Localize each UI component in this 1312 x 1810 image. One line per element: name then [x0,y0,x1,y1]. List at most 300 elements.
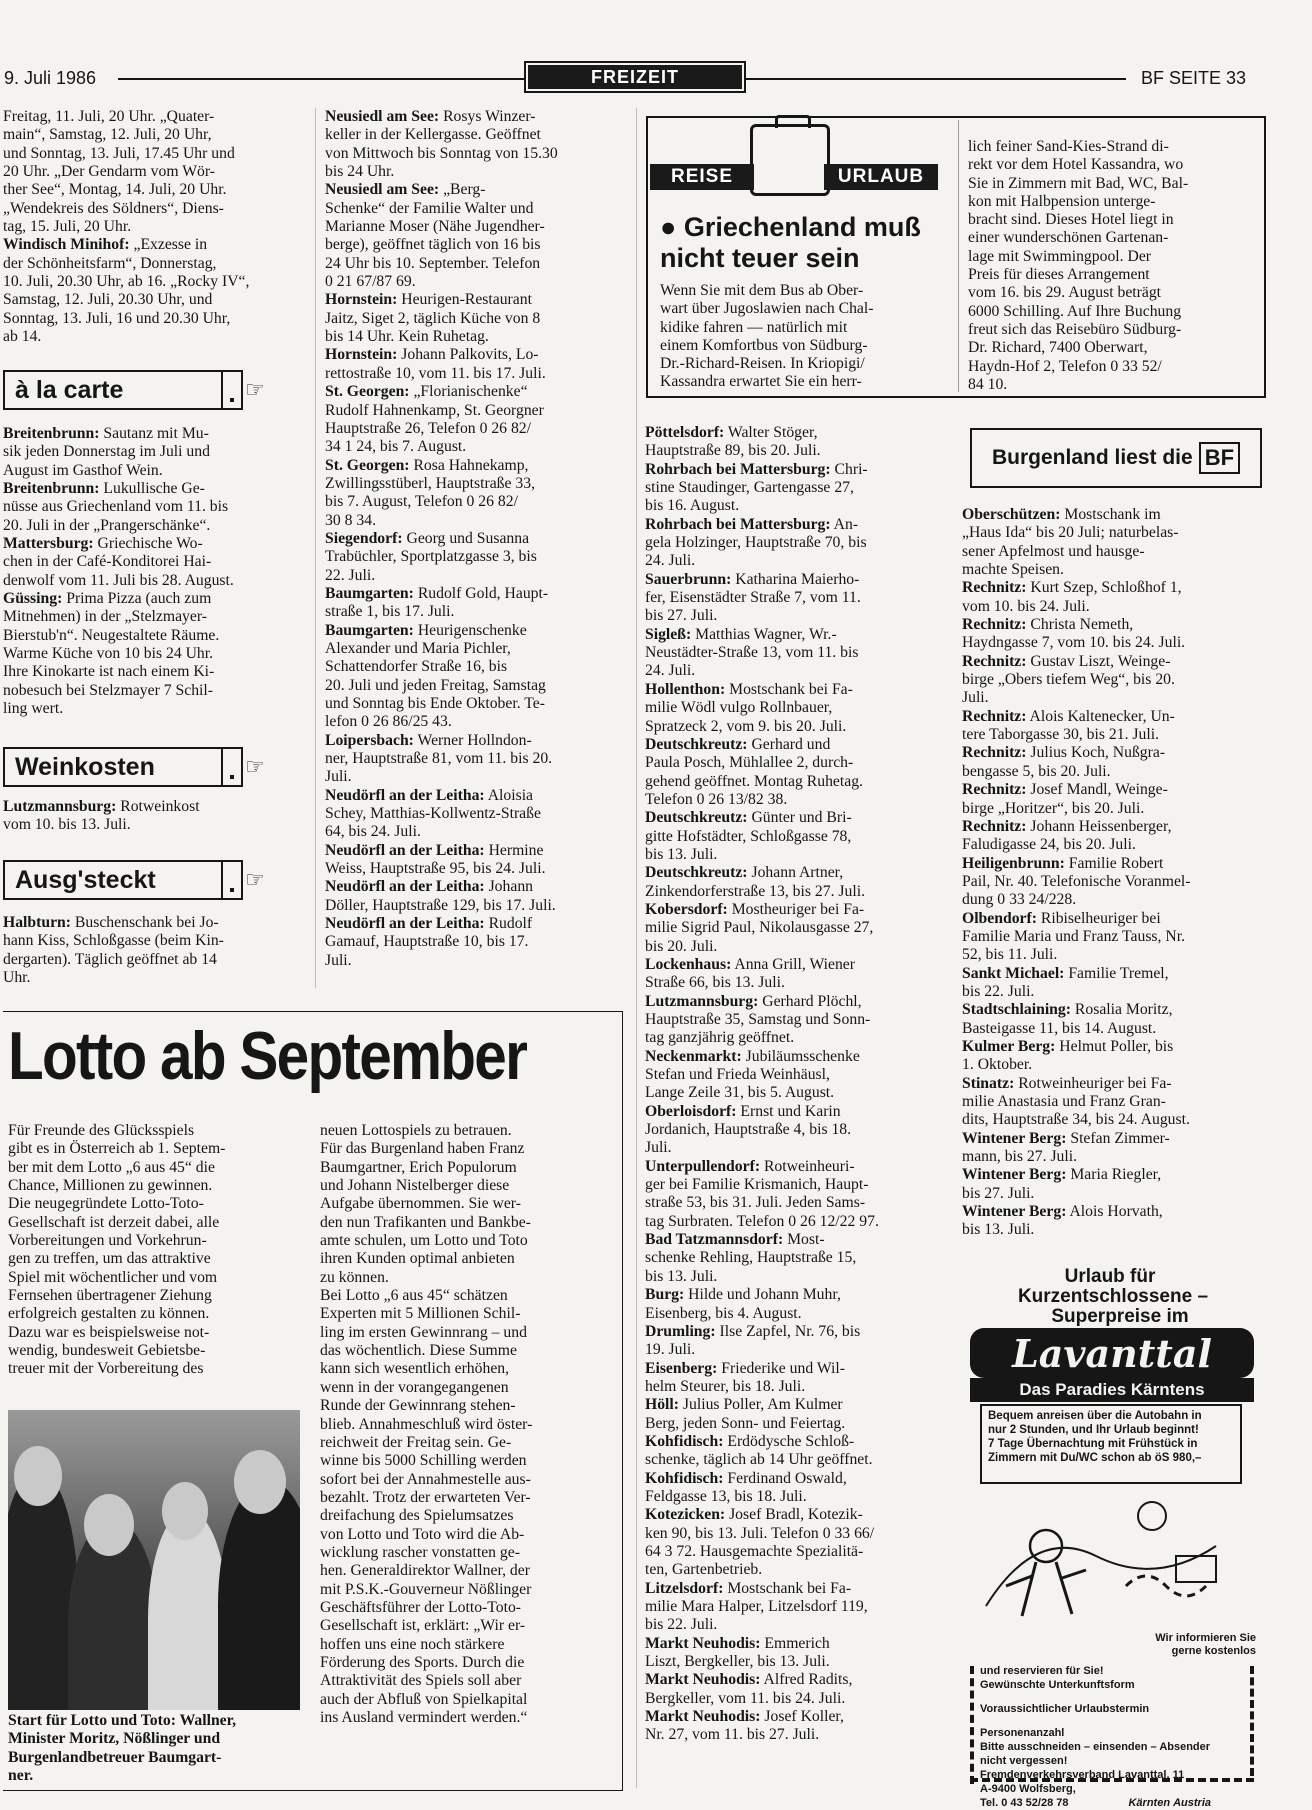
text-line: dits, Hauptstraße 34, bis 24. August. [962,1111,1190,1129]
text-line: Ihre Kinokarte ist nach einem Ki- [3,663,215,681]
text-line: Jaitz, Siget 2, täglich Küche von 8 [325,309,541,327]
text-line: Stadtschlaining: Rosalia Moritz, [962,1001,1173,1019]
text-line: Bierstub'n“. Neugestaltete Räume. [3,626,220,644]
col2-listing [325,108,623,970]
ausgsteckt-title: Ausg'steckt [3,860,221,900]
text-line: Rechnitz: Johann Heissenberger, [962,817,1172,835]
text-line: hann Kiss, Schloßgasse (beim Kin- [3,932,224,950]
text-line: Siegendorf: Georg und Susanna [325,529,530,547]
text-line: Güssing: Prima Pizza (auch zum [3,590,212,608]
text-line: 64 3 72. Hausgemachte Spezialitä- [645,1542,864,1560]
note-icon [221,860,243,900]
text-line: 24. Juli. [645,662,696,680]
text-line: gehend geöffnet. Montag Ruhetag. [645,772,863,790]
text-line: ten, Gartenbetrieb. [645,1561,763,1579]
text-line: 30 8 34. [325,511,376,529]
text-line: ins Ausland vermindert werden.“ [320,1709,528,1726]
text-line: lefon 0 26 86/25 43. [325,713,452,731]
text-line: 64, bis 24. Juli. [325,823,421,841]
text-line: mann, bis 27. Juli. [962,1148,1078,1166]
lotto-text-right [320,1122,620,1727]
text-line: straße 1, bis 17. Juli. [325,603,455,621]
note-icon [221,370,243,410]
ad-headline-3: Superpreise im [1051,1306,1189,1327]
ad-dashed-border-left [970,1666,974,1784]
text-line: Sigleß: Matthias Wagner, Wr.- [645,625,837,643]
text-line: Uhr. [3,969,31,987]
text-line: Baumgarten: Heurigenschenke [325,621,527,639]
text-line: von Lotto und Toto wird die Ab- [320,1525,525,1543]
text-line: bis 27. Juli. [962,1184,1035,1202]
text-line: Faludigasse 24, bis 20. Juli. [962,836,1136,854]
text-line: Juli. [325,768,352,786]
text-line: 20. Juli in der „Prangerschänke“. [3,516,211,534]
text-line: ab 14. [3,328,42,346]
text-line: Juli. [325,951,352,969]
text-line: Sonntag, 13. Juli, 16 und 20.30 Uhr, [3,309,231,327]
text-line: rekt vor dem Hotel Kassandra, wo [968,156,1184,174]
text-line: Trabüchler, Sportplatzgasse 3, bis [325,548,537,566]
text-line: Bad Tatzmannsdorf: Most- [645,1231,825,1249]
text-line: berge), geöffnet täglich von 16 bis [325,236,541,254]
text-line: Kulmer Berg: Helmut Poller, bis [962,1037,1174,1055]
text-line: der Schönheitsfarm“, Donnerstag, [3,254,217,272]
text-line: 20 Uhr. „Der Gendarm vom Wör- [3,163,215,181]
text-line: Haydn-Hof 2, Telefon 0 33 52/ [968,357,1162,375]
text-line: vom 10. bis 24. Juli. [962,597,1090,615]
text-line: milie Mara Halper, Litzelsdorf 119, [645,1598,868,1615]
text-line: milie Wödl vulgo Rollnbauer, [645,699,833,717]
text-line: Telefon 0 26 13/82 38. [645,790,788,808]
text-line: gitte Hofstädter, Schloßgasse 78, [645,827,852,845]
text-line: Rohrbach bei Mattersburg: Chri- [645,460,868,478]
text-line: Spiel mit wöchentlicher und vom [8,1268,218,1286]
urlaub-label: URLAUB [837,166,925,187]
text-line: 10. Juli, 20.30 Uhr, ab 16. „Rocky IV“, [3,273,250,291]
text-line: Gesellschaft ist, erklärt: „Wir er- [320,1617,526,1635]
text-line: Gesellschaft ist derzeit dabei, alle [8,1213,220,1231]
ad-footer-brand: Kärnten [1128,1797,1171,1809]
text-line: Juli. [962,689,989,707]
ad-form-line: nicht vergessen! [980,1755,1068,1767]
text-line: August im Gasthof Wein. [3,461,163,479]
text-line: wendig, bundesweit Gebietsbe- [8,1342,206,1360]
text-line: bis 13. Juli. [645,1267,718,1285]
text-line: Hollenthon: Mostschank bei Fa- [645,680,853,698]
column-rule [636,108,637,1788]
section-label: FREIZEIT [591,66,679,87]
text-line: birge „Obers tiefem Weg“, bis 20. [962,671,1175,689]
text-line: denwolf vom 11. Juli bis 28. August. [3,571,234,589]
ad-mascot-illustration [976,1486,1252,1636]
text-line: bis 16. August. [645,497,740,515]
text-line: Dr. Richard, 7400 Oberwart, [968,339,1148,357]
text-line: ling im ersten Gewinnrang – und [320,1323,527,1341]
text-line: amte schulen, um Lotto und Toto [320,1232,528,1250]
text-line: machte Speisen. [962,561,1064,579]
text-line: bis 27. Juli. [645,607,718,625]
text-line: Straße 66, bis 13. Juli. [645,974,785,992]
text-line: winne bis 5000 Schilling werden [320,1452,527,1470]
text-line: Lockenhaus: Anna Grill, Wiener [645,955,855,973]
text-line: Zinkendorferstraße 13, bis 27. Juli. [645,882,866,900]
text-line: tere Taborgasse 30, bis 21. Juli. [962,726,1160,744]
ad-form [970,1664,1254,1810]
text-line: 84 10. [968,375,1008,393]
text-line: Wintener Berg: Alois Horvath, [962,1203,1163,1221]
text-line: Vorbereitungen und Vorkehrun- [8,1232,207,1250]
text-line: Kohfidisch: Ferdinand Oswald, [645,1469,847,1487]
text-line: bis 7. August, Telefon 0 26 82/ [325,493,518,511]
text-line: Oberschützen: Mostschank im [962,506,1161,523]
text-line: schenke Rehling, Hauptstraße 15, [645,1249,857,1267]
text-line: 20. Juli und jeden Freitag, Samstag [325,676,546,694]
text-line: Rohrbach bei Mattersburg: An- [645,515,859,533]
lavanttal-ad [970,1266,1256,1809]
ad-address: A-9400 Wolfsberg, [980,1783,1076,1795]
ad-brand-logo: Lavanttal [970,1328,1254,1378]
text-line: stine Staudinger, Gartengasse 27, [645,479,854,497]
text-line: Wenn Sie mit dem Bus ab Ober- [660,282,864,299]
text-line: Drumling: Ilse Zapfel, Nr. 76, bis [645,1322,861,1340]
bf-banner-text: Burgenland liest die [991,446,1193,469]
ad-offer-box: Bequem anreisen über die Autobahn in nur 2 Stunden, und Ihr Urlaub beginnt! 7 Tage Übernachtung mit Frühstück in Zimmern mit Du/WC schon ab öS 980,– [980,1404,1242,1484]
text-line: und Johann Nistelberger diese [320,1177,510,1195]
reise-label: REISE [670,166,734,187]
text-line: bis 13. Juli. [645,845,718,863]
text-line: Rechnitz: Christa Nemeth, [962,616,1134,634]
text-line: 19. Juli. [645,1341,696,1359]
text-line: dergarten). Täglich geöffnet ab 14 [3,950,217,968]
text-line: 0 21 67/87 69. [325,273,416,291]
text-line: Rudolf Hahnenkamp, St. Georgner [325,401,544,419]
section-alacarte [3,370,308,410]
text-line: „Haus Ida“ bis 20 Juli; naturbelas- [962,524,1179,542]
text-line: Eisenberg: Friederike und Wil- [645,1359,845,1377]
text-line: sener Apfelmost und hausge- [962,542,1145,560]
text-line: Sankt Michael: Familie Tremel, [962,964,1169,982]
text-line: Loipersbach: Werner Hollndon- [325,731,532,749]
text-line: Deutschkreutz: Gerhard und [645,735,831,753]
text-line: Haydngasse 7, vom 10. bis 24. Juli. [962,634,1186,652]
text-line: gela Holzinger, Hauptstraße 70, bis [645,534,867,552]
text-line: Rechnitz: Kurt Szep, Schloßhof 1, [962,579,1182,597]
text-line: milie Anastasia und Franz Gran- [962,1093,1166,1110]
text-line: straße 53, bis 31. Juli. Jeden Sams- [645,1194,866,1212]
text-line: hen. Generaldirektor Wallner, der [320,1562,530,1580]
text-line: Eisenberg, bis 4. August. [645,1304,802,1322]
text-line: Mattersburg: Griechische Wo- [3,535,203,553]
text-line: tag, 15. Juli, 20 Uhr. [3,218,132,236]
text-line: „Wendekreis des Söldners“, Diens- [3,199,224,217]
col4-listing [962,506,1264,1240]
text-line: Unterpullendorf: Rotweinheuri- [645,1157,855,1175]
text-line: Pail, Nr. 40. Telefonische Voranmel- [962,872,1191,890]
text-line: Wintener Berg: Stefan Zimmer- [962,1129,1170,1147]
text-line: Rechnitz: Gustav Liszt, Weinge- [962,652,1171,670]
text-line: Neudörfl an der Leitha: Rudolf [325,915,533,933]
text-line: Experten mit 5 Millionen Schil- [320,1305,521,1323]
text-line: bis 13. Juli. [962,1221,1035,1239]
text-line: blieb. Annahmeschluß wird öster- [320,1415,533,1433]
text-line: wicklung rascher vonstatten ge- [320,1543,520,1561]
header-page: BF SEITE 33 [1141,68,1247,88]
text-line: Lange Zeile 31, bis 5. August. [645,1084,835,1102]
text-line: lich feiner Sand-Kies-Strand di- [968,138,1169,155]
text-line: Neudörfl an der Leitha: Hermine [325,841,544,859]
page-header [0,58,1312,98]
text-line: Rechnitz: Alois Kaltenecker, Un- [962,707,1175,725]
section-label-box [524,61,746,93]
reise-text-right [968,138,1256,394]
text-line: Preis für dieses Arrangement [968,266,1150,284]
text-line: Runde der Gewinnrang stehen- [320,1397,516,1415]
text-line: hoffen uns eine noch stärkere [320,1635,505,1653]
text-line: Markt Neuhodis: Josef Koller, [645,1708,844,1726]
text-line: keller in der Kellergasse. Geöffnet [325,126,541,144]
text-line: kann sich wesentlich erhöhen, [320,1360,510,1378]
section-ausgsteckt [3,860,308,900]
text-line: auch der Abfluß von Spielkapital [320,1690,528,1708]
suitcase-icon [750,124,830,196]
text-line: bis 14 Uhr. Kein Ruhetag. [325,328,489,346]
text-line: Kotezicken: Josef Bradl, Kotezik- [645,1506,863,1524]
col1-ausgsteckt [3,914,305,987]
text-line: Aufgabe übernommen. Sie wer- [320,1195,521,1213]
text-line: Lutzmannsburg: Gerhard Plöchl, [645,992,862,1010]
text-line: Für Freunde des Glücksspiels [8,1122,195,1139]
text-line: Warme Küche von 10 bis 24 Uhr. [3,645,214,663]
text-line: fer, Eisenstädter Straße 7, vom 11. [645,589,861,607]
bf-logo: BF [1199,442,1240,474]
text-line: vom 16. bis 29. August beträgt [968,284,1162,302]
text-line: Sie in Zimmern mit Bad, WC, Bal- [968,174,1189,192]
pointing-hand-icon: ☞ [245,754,265,780]
lotto-article-frame [3,1011,622,1012]
text-line: Kohfidisch: Erdödysche Schloß- [645,1432,855,1450]
text-line: Dr.-Richard-Reisen. In Kriopigi/ [660,355,865,373]
bf-banner [970,428,1262,488]
ad-footer-country: Austria [1173,1797,1212,1809]
text-line: Deutschkreutz: Günter und Bri- [645,809,852,827]
bullet-icon: ● [660,212,684,242]
lotto-frame-right [622,1011,623,1791]
text-line: Samstag, 12. Juli, 20.30 Uhr, und [3,291,213,309]
text-line: bis 22. Juli. [962,982,1035,1000]
text-line: nobesuch bei Stelzmayer 7 Schil- [3,681,213,699]
text-line: birge „Horitzer“, bis 20. Juli. [962,799,1145,817]
text-line: treuer mit der Vorbereitung des [8,1360,204,1378]
text-line: Start für Lotto und Toto: Wallner, [8,1712,237,1729]
text-line: Wintener Berg: Maria Riegler, [962,1166,1162,1184]
text-line: Litzelsdorf: Mostschank bei Fa- [645,1579,852,1597]
text-line: Schenke“ der Familie Walter und [325,199,534,217]
text-line: kidike fahren — natürlich mit [660,318,848,336]
text-line: Jordanich, Hauptstraße 4, bis 18. [645,1121,852,1139]
text-line: ner, Hauptstraße 81, vom 11. bis 20. [325,750,553,768]
col1-top [3,108,305,346]
text-line: Höll: Julius Poller, Am Kulmer [645,1396,843,1414]
text-line: Alexander und Maria Pichler, [325,639,511,657]
text-line: dung 0 33 24/228. [962,891,1077,909]
text-line: 1. Oktober. [962,1056,1033,1074]
text-line: Basteigasse 11, bis 14. August. [962,1019,1157,1037]
text-line: Bei Lotto „6 aus 45“ schätzen [320,1287,508,1305]
text-line: Attraktivität des Spiels soll aber [320,1672,522,1690]
ad-headline-2: Kurzentschlossene – [1017,1286,1209,1307]
text-line: Neudörfl an der Leitha: Johann [325,878,534,896]
text-line: 24 Uhr bis 10. September. Telefon [325,254,541,272]
ad-form-line: Voraussichtlicher Urlaubstermin [980,1703,1150,1715]
text-line: Sauerbrunn: Katharina Maierho- [645,570,860,588]
text-line: Olbendorf: Ribiselheuriger bei [962,909,1161,927]
text-line: Kassandra erwartet Sie ein herr- [660,373,862,391]
col1-top-lines [3,108,305,346]
text-line: Lutzmannsburg: Rotweinkost [3,798,200,815]
text-line: lage mit Swimmingpool. Der [968,247,1152,265]
text-line: gibt es in Österreich ab 1. Septem- [8,1140,226,1158]
text-line: erfolgreich gestalten zu können. [8,1305,210,1323]
text-line: ther See“, Montag, 14. Juli, 20 Uhr. [3,181,227,199]
text-line: tag Surbraten. Telefon 0 26 12/22 97. [645,1212,879,1230]
text-line: kon mit Halbpension unterge- [968,192,1156,210]
text-line: Hornstein: Johann Palkovits, Lo- [325,346,539,364]
lotto-frame-bottom [3,1790,623,1791]
pointing-hand-icon: ☞ [245,867,265,893]
text-line: main“, Samstag, 12. Juli, 20 Uhr, [3,126,212,144]
text-line: Förderung des Sports. Durch die [320,1653,525,1671]
reise-headline: ● Griechenland muß nicht teuer sein [660,212,921,273]
text-line: Deutschkreutz: Johann Artner, [645,864,844,882]
text-line: Hauptstraße 35, Samstag und Sonn- [645,1011,871,1028]
text-line: ling wert. [3,700,64,718]
ad-address: Fremdenverkehrsverband Lavanttal, 11 [980,1769,1185,1781]
text-line: Zwillingsstüberl, Hauptstraße 33, [325,474,536,492]
text-line: neuen Lottospiels zu betrauen. [320,1122,512,1139]
text-line: freut sich das Reisebüro Südburg- [968,320,1182,338]
text-line: Dazu war es beispielsweise not- [8,1323,210,1341]
text-line: das wöchentlich. Diese Summe [320,1342,517,1360]
text-line: Hauptstraße 89, bis 20. Juli. [645,442,821,460]
ad-tagline: Das Paradies Kärntens [970,1378,1254,1402]
ad-form-line: Gewünschte Unterkunftsform [980,1679,1135,1691]
text-line: und Sonntag bis Ende Oktober. Te- [325,695,545,712]
text-line: Stinatz: Rotweinheuriger bei Fa- [962,1074,1172,1092]
header-rule-left [118,78,524,80]
text-line: Neusiedl am See: „Berg- [325,181,486,199]
text-line: Neudörfl an der Leitha: Aloisia [325,786,534,804]
text-line: 24. Juli. [645,552,696,570]
lotto-photo-caption [8,1712,300,1785]
text-line: helm Steurer, bis 18. Juli. [645,1377,806,1395]
text-line: St. Georgen: Rosa Hahnekamp, [325,456,529,474]
text-line: ihren Kunden optimal anbieten [320,1250,515,1268]
text-line: Rechnitz: Josef Mandl, Weinge- [962,781,1168,799]
text-line: Bergkeller, vom 11. bis 24. Juli. [645,1689,846,1707]
text-line: bezahlt. Trotz der erwarteten Ver- [320,1488,531,1506]
text-line: einem Komfortbus von Südburg- [660,336,868,354]
text-line: sik jeden Donnerstag im Juli und [3,443,210,461]
text-line: Chance, Millionen zu gewinnen. [8,1177,213,1195]
text-line: Fernsehen übertragener Ziehung [8,1287,212,1305]
text-line: Burgenlandbetreuer Baumgart- [8,1748,222,1766]
text-line: Familie Maria und Franz Tauss, Nr. [962,927,1185,945]
text-line: gen zu treffen, um das attraktive [8,1250,211,1268]
text-line: Markt Neuhodis: Emmerich [645,1634,830,1652]
text-line: Schey, Matthias-Kollwentz-Straße [325,805,541,823]
lotto-photo [8,1410,300,1710]
reise-text-left [660,282,950,392]
text-line: Breitenbrunn: Lukullische Ge- [3,480,205,498]
text-line: schenke, täglich ab 14 Uhr geöffnet. [645,1451,873,1469]
text-line: Neusiedl am See: Rosys Winzer- [325,108,536,125]
text-line: Minister Moritz, Nößlinger und [8,1730,221,1748]
text-line: Nr. 27, vom 11. bis 27. Juli. [645,1726,820,1744]
ad-phone: Tel. 0 43 52/28 78 [980,1797,1069,1809]
text-line: dreifachung des Spielumsatzes [320,1507,514,1525]
text-line: Windisch Minihof: „Exzesse in [3,236,208,254]
lotto-headline: Lotto ab September [8,1018,527,1094]
text-line: ken 90, bis 13. Juli. Telefon 0 33 66/ [645,1524,875,1542]
ad-form-line: Personenanzahl [980,1727,1065,1739]
text-line: Juli. [645,1139,672,1157]
text-line: Rechnitz: Julius Koch, Nußgra- [962,744,1166,762]
text-line: zu können. [320,1268,389,1286]
ad-info: Wir informieren Sie gerne kostenlos [1155,1632,1256,1657]
text-line: tag ganzjährig geöffnet. [645,1029,795,1047]
text-line: Baumgartner, Erich Populorum [320,1158,517,1176]
column-rule [315,108,316,988]
col1-alacarte [3,425,305,719]
ad-form-line: Bitte ausschneiden – einsenden – Absender [980,1741,1211,1753]
text-line: Döller, Hauptstraße 129, bis 17. Juli. [325,896,556,914]
text-line: Geschäftsführer der Lotto-Toto- [320,1598,522,1616]
text-line: milie Sigrid Paul, Nikolausgasse 27, [645,919,874,937]
text-line: Liszt, Bergkeller, bis 13. Juli. [645,1653,830,1671]
text-line: Markt Neuhodis: Alfred Radits, [645,1671,853,1689]
text-line: Breitenbrunn: Sautanz mit Mu- [3,425,209,442]
text-line: Halbturn: Buschenschank bei Jo- [3,914,219,931]
text-line: wart über Jugoslawien nach Chal- [660,300,874,318]
text-line: Stefan und Frieda Weinhäusl, [645,1066,830,1084]
text-line: mit P.S.K.-Gouverneur Nößlinger [320,1580,532,1598]
text-line: Gamauf, Hauptstraße 10, bis 17. [325,933,529,951]
text-line: ber mit dem Lotto „6 aus 45“ die [8,1158,215,1176]
column-rule [958,120,959,392]
text-line: Oberloisdorf: Ernst und Karin [645,1102,841,1120]
text-line: bracht sind. Dieses Hotel liegt in [968,211,1174,229]
alacarte-title: à la carte [3,370,221,410]
text-line: ner. [8,1767,34,1785]
text-line: Marianne Moser (Nähe Jugendher- [325,218,545,236]
text-line: Kobersdorf: Mostheuriger bei Fa- [645,900,865,918]
text-line: bis 24 Uhr. [325,163,395,181]
text-line: Hornstein: Heurigen-Restaurant [325,291,532,309]
section-weinkosten [3,747,308,787]
text-line: chen in der Café-Konditorei Hai- [3,553,212,571]
text-line: nüsse aus Griechenland vom 11. bis [3,498,229,516]
text-line: von Mittwoch bis Sonntag von 15.30 [325,144,558,162]
text-line: reichweit der Freitag sein. Ge- [320,1433,512,1451]
text-line: Neustädter-Straße 13, vom 11. bis [645,644,859,662]
text-line: bis 20. Juli. [645,937,718,955]
text-line: Berg, jeden Sonn- und Feiertag. [645,1414,846,1432]
text-line: Hauptstraße 26, Telefon 0 26 82/ [325,419,531,437]
text-line: Burg: Hilde und Johann Muhr, [645,1286,841,1304]
text-line: sofort bei der Annahmestelle aus- [320,1470,531,1488]
text-line: Mitnehmen) in der „Stelzmayer- [3,608,207,626]
lotto-text-left [8,1122,304,1379]
